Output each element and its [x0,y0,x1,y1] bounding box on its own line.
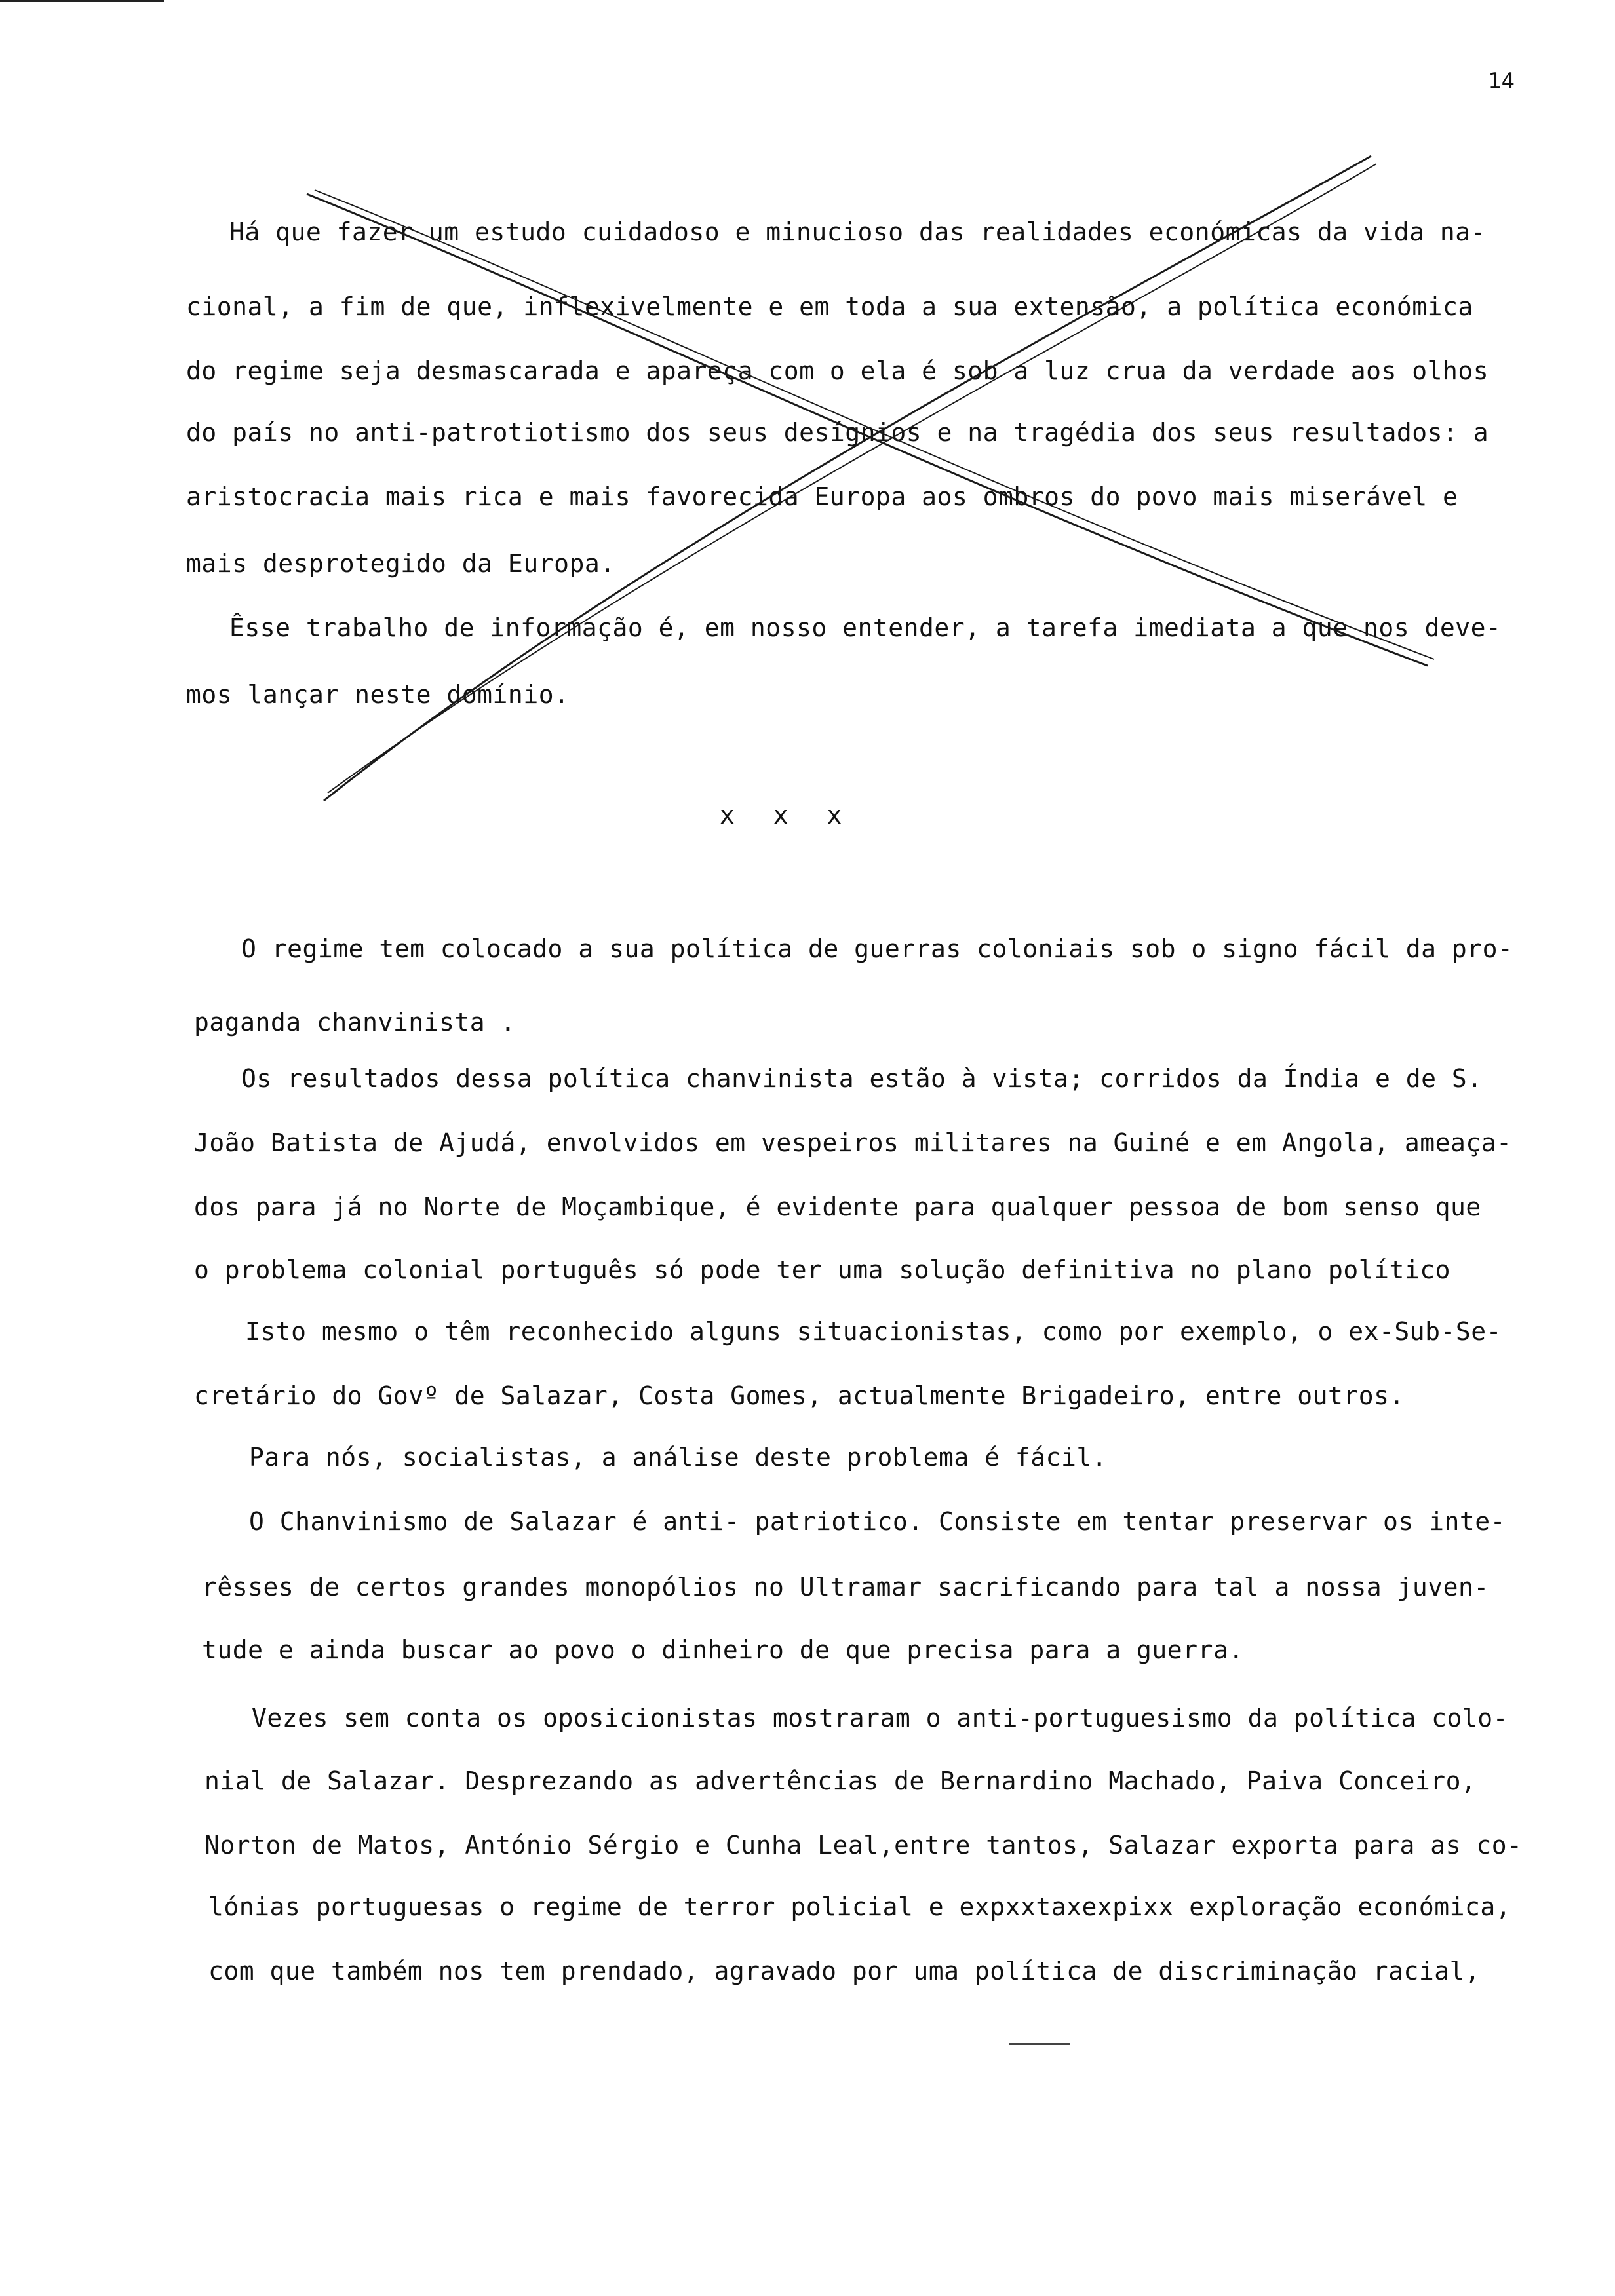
body-line: O regime tem colocado a sua política de guerras coloniais sob o signo fácil da pro- [241,934,1513,963]
body-line: Vezes sem conta os oposicionistas mostraram o anti-portuguesismo da política colo- [252,1704,1508,1732]
struck-line: aristocracia mais rica e mais favorecida Europa aos ombros do povo mais miserável e [186,482,1458,511]
body-line: lónias portuguesas o regime de terror policial e expxxtaxexpixx exploração económica, [208,1892,1511,1921]
bottom-mark [1009,2043,1070,2045]
struck-section [0,0,1615,852]
body-line: Para nós, socialistas, a análise deste problema é fácil. [249,1443,1108,1472]
struck-line: do regime seja desmascarada e apareça com o ela é sob a luz crua da verdade aos olhos [186,356,1489,385]
body-line: nial de Salazar. Desprezando as advertências de Bernardino Machado, Paiva Conceiro, [204,1767,1477,1795]
page-number: 14 [1488,68,1515,94]
body-line: tude e ainda buscar ao povo o dinheiro de que precisa para a guerra. [202,1636,1244,1664]
body-line: paganda chanvinista . [194,1008,516,1037]
body-line: O Chanvinismo de Salazar é anti- patriotico. Consiste em tentar preservar os inte- [249,1507,1506,1536]
struck-line: mos lançar neste domínio. [186,680,570,709]
struck-line: cional, a fim de que, inflexivelmente e em toda a sua extensão, a política económica [186,292,1473,321]
body-line: João Batista de Ajudá, envolvidos em vespeiros militares na Guiné e em Angola, ameaça- [194,1128,1512,1157]
body-line: dos para já no Norte de Moçambique, é evidente para qualquer pessoa de bom senso que [194,1193,1481,1221]
struck-line: Êsse trabalho de informação é, em nosso entender, a tarefa imediata a que nos deve- [229,613,1502,642]
body-line: cretário do Govº de Salazar, Costa Gomes, actualmente Brigadeiro, entre outros. [194,1381,1405,1410]
body-line: o problema colonial português só pode ter uma solução definitiva no plano político [194,1255,1450,1284]
body-line: com que também nos tem prendado, agravado por uma política de discriminação racial, [208,1957,1481,1985]
body-line: Os resultados dessa política chanvinista estão à vista; corridos da Índia e de S. [241,1064,1483,1093]
body-line: Isto mesmo o têm reconhecido alguns situacionistas, como por exemplo, o ex-Sub-Se- [245,1317,1502,1346]
body-line: rêsses de certos grandes monopólios no Ultramar sacrificando para tal a nossa juven- [202,1573,1489,1601]
struck-line: Há que fazer um estudo cuidadoso e minucioso das realidades económicas da vida na- [229,218,1486,246]
struck-line: do país no anti-patrotiotismo dos seus desígnios e na tragédia dos seus resultados: a [186,418,1489,447]
body-line: Norton de Matos, António Sérgio e Cunha Leal,entre tantos, Salazar exporta para as co- [204,1831,1523,1860]
struck-line: mais desprotegido da Europa. [186,549,615,578]
section-separator: x x x [720,801,854,830]
